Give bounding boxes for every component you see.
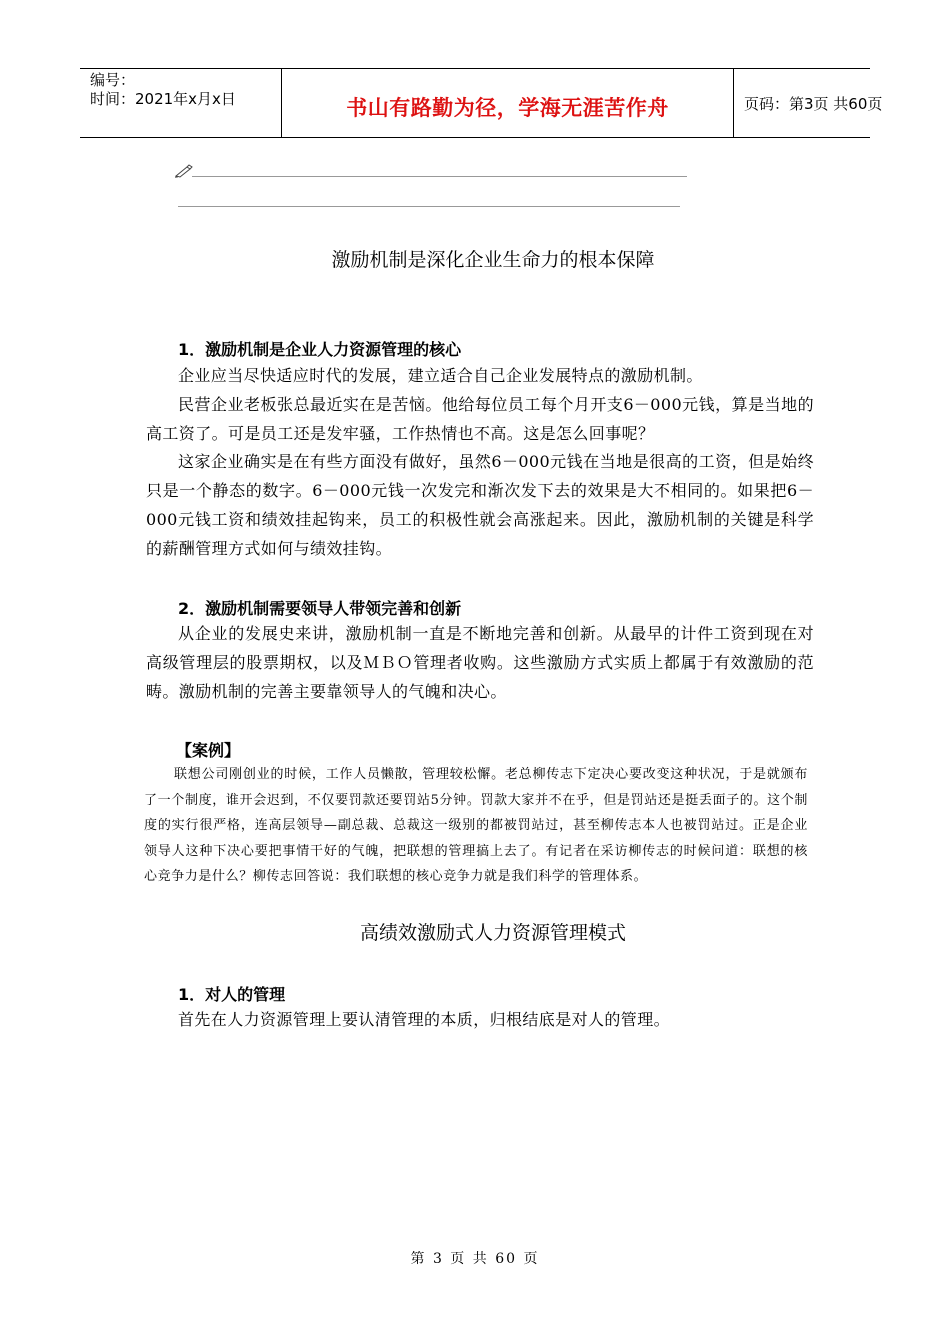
paragraph: 企业应当尽快适应时代的发展，建立适合自己企业发展特点的激励机制。	[178, 366, 703, 385]
case-text: 联想公司刚创业的时候，工作人员懒散，管理较松懈。老总柳传志下定决心要改变这种状况，于是就颁布了一个制度，谁开会迟到，不仅要罚款还要罚站5分钟。罚款大家并不在乎，但是罚站还是挺丢面子的。这个制度的实行很严格，连高层领导—副总裁、总裁这一级别的都被罚站过，甚至柳传志本人也被罚站过。正是企业领导人这种下决心要把事情干好的气魄，把联想的管理搞上去了。有记者在采访柳传志的时候问道：联想的核心竞争力是什么？柳传志回答说：我们联想的核心竞争力就是我们科学的管理体系。	[144, 767, 808, 884]
paragraph: 从企业的发展史来讲，激励机制一直是不断地完善和创新。从最早的计件工资到现在对高级管理层的股票期权，以及ＭＢＯ管理者收购。这些激励方式实质上都属于有效激励的范畴。激励机制的完善主要靠领导人的气魄和决心。	[146, 624, 814, 701]
writing-rule-line	[178, 206, 680, 207]
document-time-label: 时间：2021年x月x日	[90, 90, 236, 108]
paragraph: 首先在人力资源管理上要认清管理的本质，归根结底是对人的管理。	[178, 1010, 671, 1029]
document-number-label: 编号：	[90, 71, 136, 89]
page-footer: 第 3 页 共 60 页	[410, 1251, 540, 1267]
header-motto-cell	[282, 69, 734, 137]
section-title: 激励机制是深化企业生命力的根本保障	[331, 249, 655, 271]
header-table	[80, 68, 883, 138]
section-heading: 1．激励机制是企业人力资源管理的核心	[178, 340, 462, 359]
page-number-label: 页码：第3页 共60页	[744, 95, 883, 113]
motto-text: 书山有路勤为径，学海无涯苦作舟	[346, 96, 669, 120]
section-heading: 2．激励机制需要领导人带领完善和创新	[178, 599, 462, 618]
paragraph: 这家企业确实是在有些方面没有做好，虽然6－000元钱在当地是很高的工资，但是始终只是一个静态的数字。6－000元钱一次发完和渐次发下去的效果是大不相同的。如果把6－000元钱工资和绩效挂起钩来，员工的积极性就会高涨起来。因此，激励机制的关键是科学的薪酬管理方式如何与绩效挂钩。	[146, 452, 814, 558]
section-title: 高绩效激励式人力资源管理模式	[359, 922, 626, 944]
pen-icon	[175, 164, 193, 178]
paragraph: 民营企业老板张总最近实在是苦恼。他给每位员工每个月开支6－000元钱，算是当地的高工资了。可是员工还是发牢骚，工作热情也不高。这是怎么回事呢？	[146, 395, 814, 443]
header-page-cell	[734, 69, 883, 137]
header-info-cell	[80, 69, 282, 137]
case-heading: 【案例】	[176, 741, 241, 760]
writing-rule-line	[192, 176, 687, 177]
section-heading: 1．对人的管理	[178, 985, 286, 1004]
